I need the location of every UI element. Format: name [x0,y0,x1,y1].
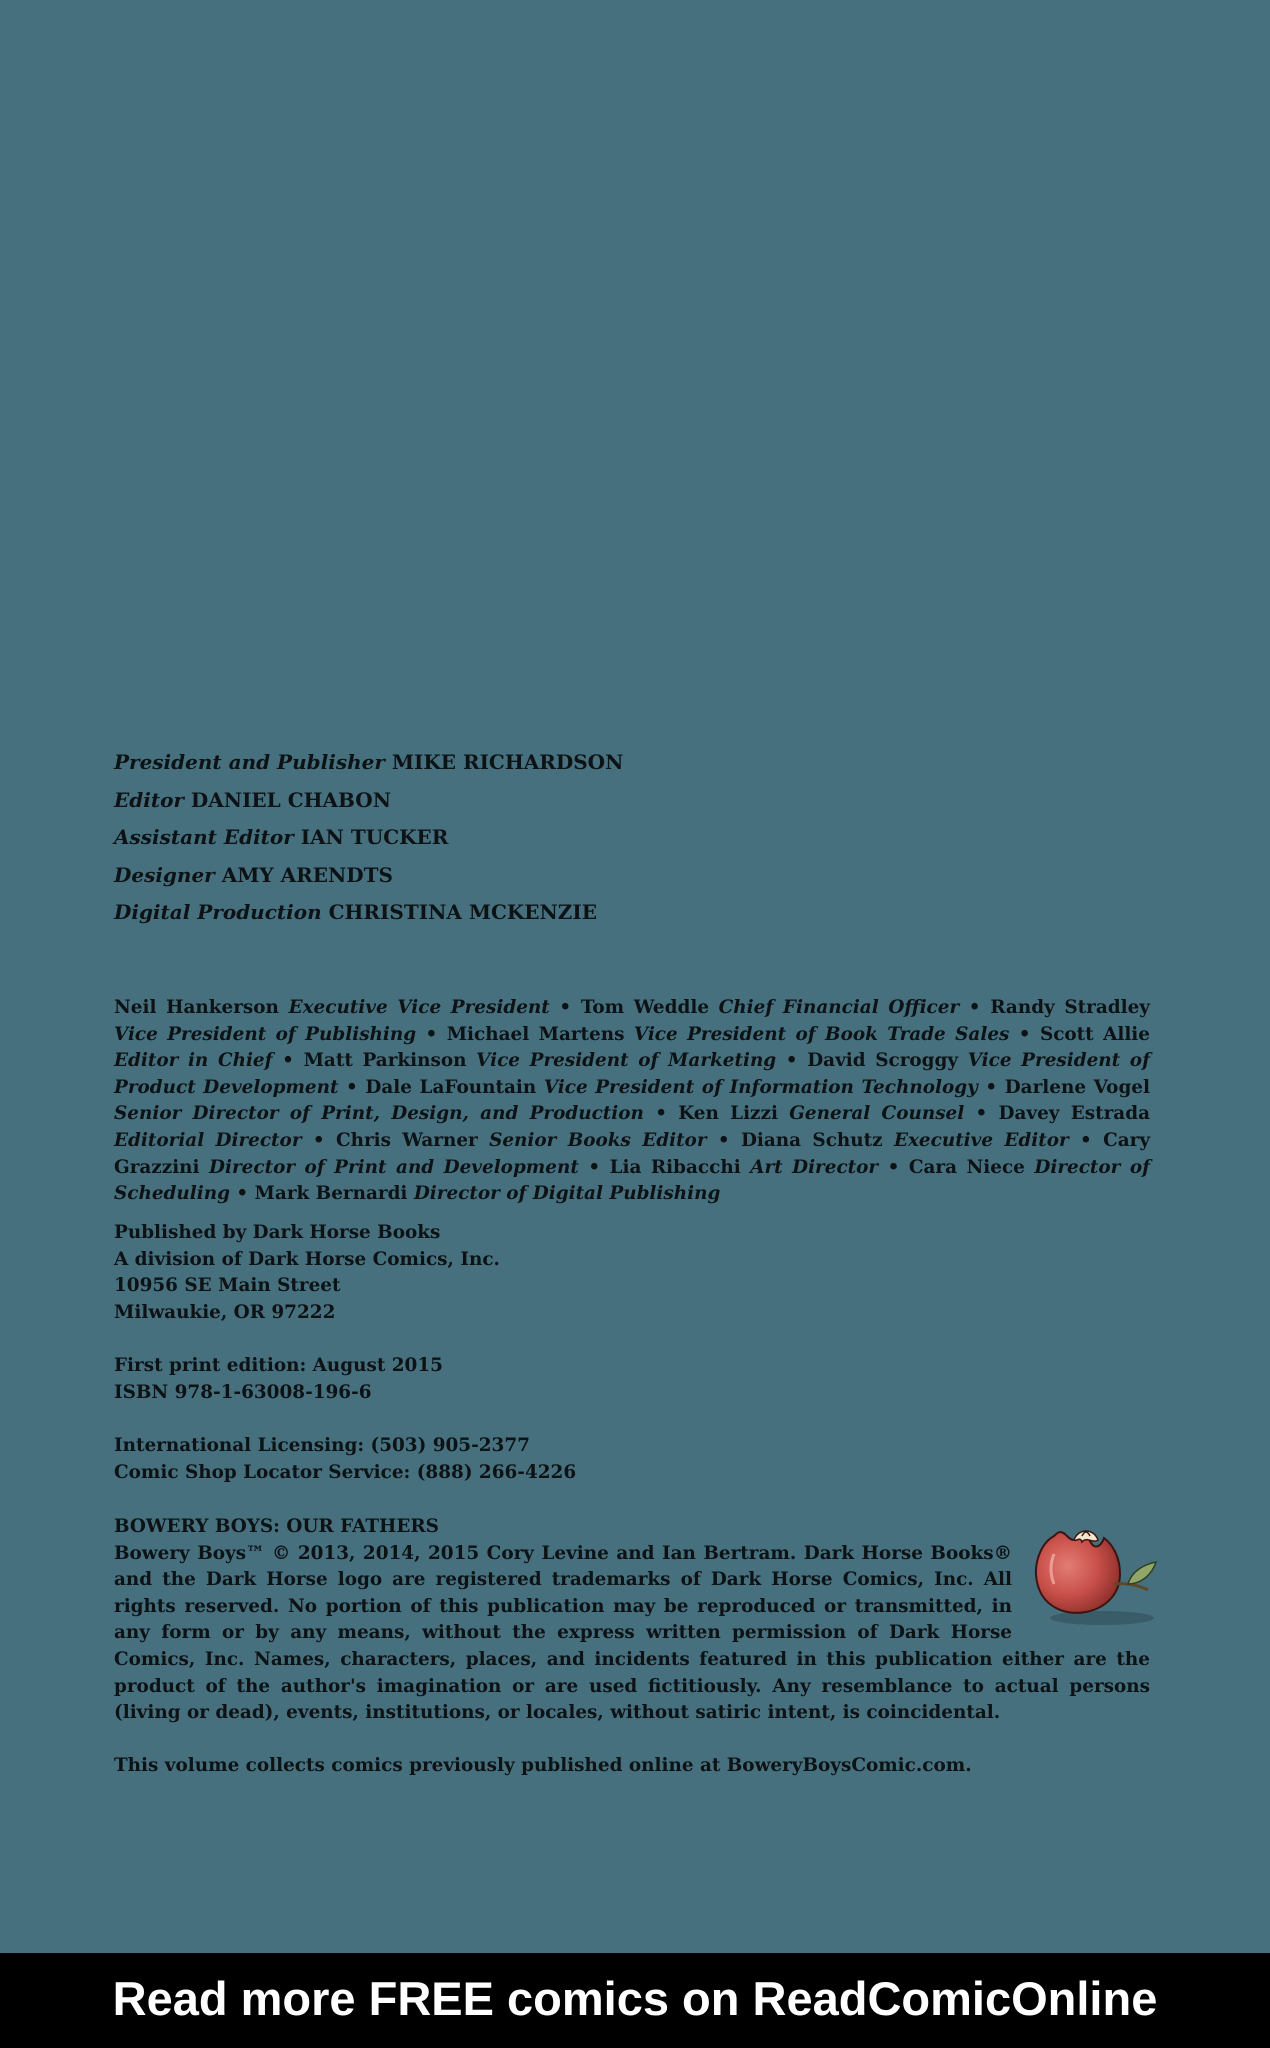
promo-banner[interactable] [0,1953,1270,2048]
bullet-separator: • [977,1076,1005,1098]
staff-title: Vice President of Publishing [114,1023,417,1045]
credit-name: AMY ARENDTS [221,862,393,887]
credit-role: Assistant Editor [114,825,294,849]
staff-name: David Scroggy [807,1050,959,1072]
credit-line [114,782,1154,820]
credit-line [114,819,1154,857]
staff-name: Neil Hankerson [114,997,279,1018]
staff-title: Executive Vice President [288,997,550,1018]
credit-role: President and Publisher [114,750,385,774]
staff-name: Darlene Vogel [1004,1076,1150,1098]
international-licensing: International Licensing: (503) 905-2377 [114,1435,530,1456]
bullet-separator: • [549,997,581,1018]
credit-role: Editor [114,787,184,812]
staff-name: Ken Lizzi [678,1103,778,1125]
staff-name: Scott Allie [1039,1023,1150,1045]
bullet-separator: • [706,1129,741,1151]
staff-name: Matt Parkinson [303,1050,467,1072]
staff-name: Dale LaFountain [365,1076,537,1098]
promo-banner-text[interactable]: Read more FREE comics on ReadComicOnline [112,1972,1158,2025]
staff-name: Chris Warner [335,1129,478,1151]
staff-entry [255,1183,721,1204]
staff-name: Davey Estrada [998,1103,1150,1125]
staff-title: General Counsel [789,1103,965,1125]
bullet-separator: • [1009,1023,1040,1045]
staff-title: Vice President of Marketing [476,1050,777,1072]
staff-entry [336,1130,707,1151]
publisher-line: Published by Dark Horse Books [114,1222,441,1243]
staff-title: Executive Editor [893,1129,1069,1151]
credit-line [114,857,1154,895]
credit-role: Digital Production [114,900,322,924]
publisher-address [114,1220,1154,1326]
staff-name: Michael Martens [446,1023,625,1045]
credit-name: IAN TUCKER [300,825,449,849]
credit-name: CHRISTINA MCKENZIE [328,900,597,924]
legal-notice [114,1514,1150,1727]
bullet-separator: • [1068,1129,1104,1151]
staff-title: Editor in Chief [114,1050,273,1072]
bullet-separator: • [959,997,991,1018]
staff-entry [581,997,959,1018]
staff-name: Cary Grazzini [114,1129,1151,1178]
first-print-edition: First print edition: August 2015 [114,1355,443,1376]
masthead-credits [114,744,1154,932]
credit-line [114,894,1154,932]
staff-title: Director of Print and Development [209,1156,579,1178]
staff-entry [610,1157,879,1178]
staff-entry [447,1024,1010,1045]
staff-title: Vice President of Information Technology [543,1076,978,1098]
staff-name: Randy Stradley [990,997,1150,1018]
collection-note-text: This volume collects comics previously published online at BoweryBoysComic.com. [114,1755,972,1776]
staff-name: Mark Bernardi [254,1183,408,1205]
staff-title: Vice President of Product Development [114,1050,1150,1098]
staff-title: Senior Books Editor [489,1129,707,1151]
bullet-separator: • [338,1076,366,1098]
staff-entry [304,1050,777,1071]
staff-name: Diana Schutz [740,1129,883,1151]
isbn: ISBN 978-1-63008-196-6 [114,1381,372,1403]
collection-note [114,1753,1154,1780]
staff-title: Chief Financial Officer [718,997,960,1018]
bullet-separator: • [878,1156,909,1178]
comic-shop-locator: Comic Shop Locator Service: (888) 266-4226 [114,1461,577,1483]
bullet-separator: • [416,1023,447,1045]
staff-entry [741,1130,1069,1151]
staff-title: Director of Digital Publishing [413,1183,721,1205]
credit-line [114,744,1154,782]
bullet-separator: • [272,1050,304,1072]
publisher-city: Milwaukie, OR 97222 [114,1301,336,1323]
credit-role: Designer [114,862,215,887]
book-title: BOWERY BOYS: OUR FATHERS [114,1516,439,1537]
publisher-street: 10956 SE Main Street [114,1275,341,1297]
staff-entry [678,1103,964,1124]
staff-name: Tom Weddle [580,997,710,1018]
bullet-separator: • [229,1183,255,1205]
staff-title: Editorial Director [114,1129,302,1151]
staff-list [114,995,1150,1208]
credit-name: MIKE RICHARDSON [391,750,624,774]
staff-title: Senior Director of Print, Design, and Production [114,1103,644,1125]
bullet-separator: • [776,1050,808,1072]
bullet-separator: • [301,1129,336,1151]
credit-name: DANIEL CHABON [190,787,391,812]
publisher-division: A division of Dark Horse Comics, Inc. [114,1248,500,1270]
staff-title: Director of Scheduling [114,1156,1151,1205]
staff-name: Cara Niece [908,1156,1025,1178]
contact-info [114,1433,1154,1486]
copyright-notice: Bowery Boys™ © 2013, 2014, 2015 Cory Levine and Ian Bertram. Dark Horse Books® and the Dark Horse logo are registered trademarks of Dark Horse Comics, Inc. All rights reserved. No portion of this publication may be reproduced or transmitted, in any form or by any means, without the express written permission of Dark Horse Comics, Inc. Names, characters, places, and incidents featured in this publication either are the product of the author's imagination or are used fictitiously. Any resemblance to actual persons (living or dead), events, institutions, or locales, without satiric intent, is coincidental. [114,1542,1150,1724]
bitten-apple-icon [1024,1514,1164,1628]
bullet-separator: • [578,1156,610,1178]
bullet-separator: • [643,1103,679,1125]
staff-title: Vice President of Book Trade Sales [633,1023,1010,1045]
staff-entry [114,997,550,1018]
staff-entry [365,1077,977,1098]
bullet-separator: • [964,1103,999,1125]
edition-info [114,1353,1154,1406]
staff-title: Art Director [750,1156,879,1178]
staff-name: Lia Ribacchi [609,1156,741,1178]
